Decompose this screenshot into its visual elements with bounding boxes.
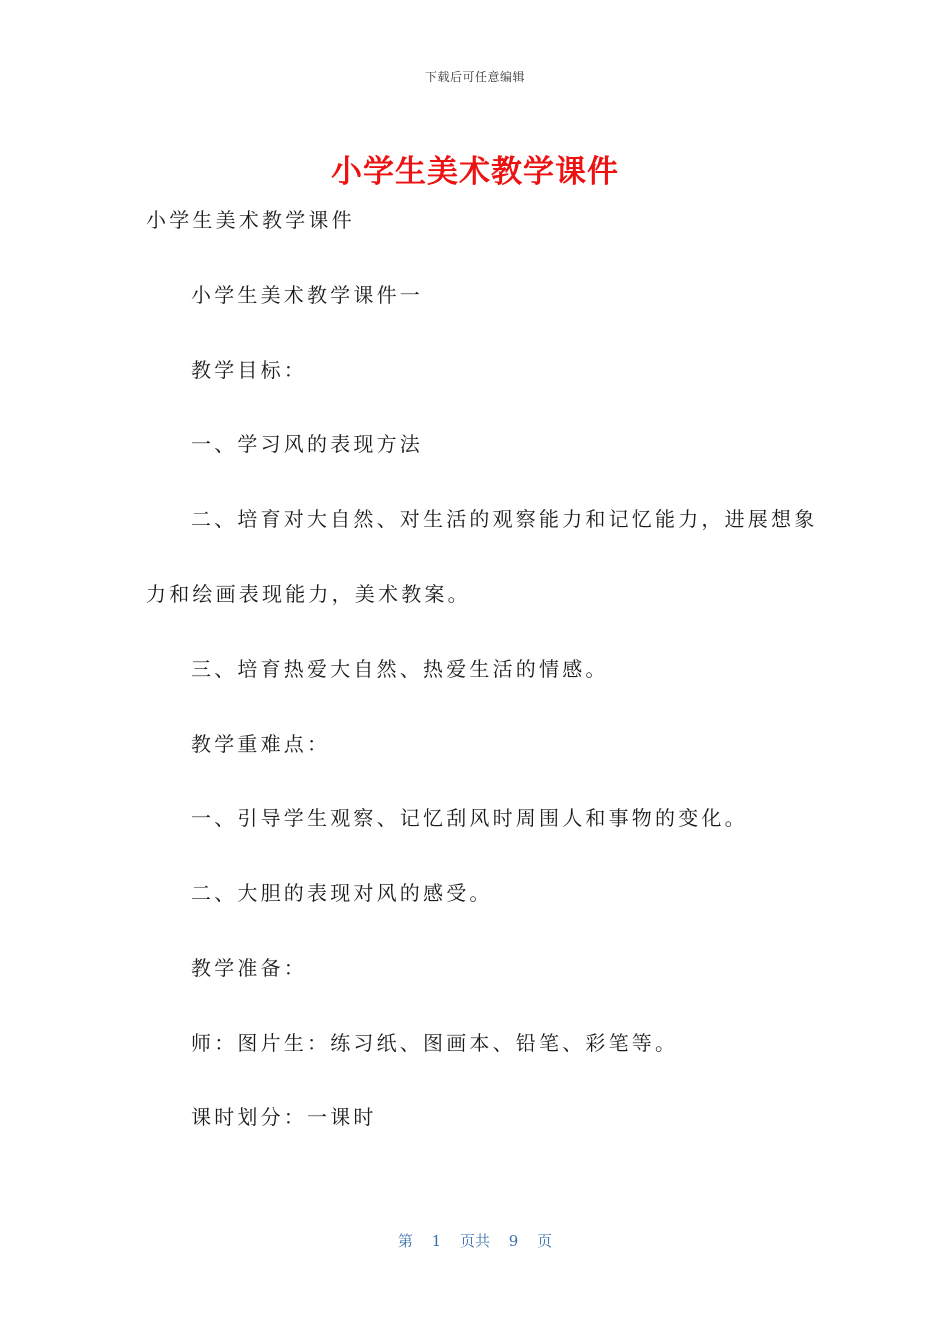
paragraph-class-hours: 课时划分：一课时 xyxy=(191,1105,377,1129)
paragraph-objectives-heading: 教学目标： xyxy=(191,358,307,382)
paragraph-objective-2: 二、培育对大自然、对生活的观察能力和记忆能力，进展想象 xyxy=(191,507,818,531)
paragraph-preparation-items: 师：图片生：练习纸、图画本、铅笔、彩笔等。 xyxy=(191,1031,679,1055)
paragraph-key-point-2: 二、大胆的表现对风的感受。 xyxy=(191,881,493,905)
paragraph-objective-2-continued: 力和绘画表现能力，美术教案。 xyxy=(146,582,471,606)
footer-page-suffix: 页 xyxy=(537,1232,553,1250)
paragraph-key-points-heading: 教学重难点： xyxy=(191,732,331,756)
header-note: 下载后可任意编辑 xyxy=(424,70,525,84)
paragraph-key-point-1: 一、引导学生观察、记忆刮风时周围人和事物的变化。 xyxy=(191,806,748,830)
paragraph-courseware-one: 小学生美术教学课件一 xyxy=(191,283,423,307)
paragraph-objective-3: 三、培育热爱大自然、热爱生活的情感。 xyxy=(191,657,609,681)
paragraph-objective-1: 一、学习风的表现方法 xyxy=(191,432,423,456)
footer-page-mid: 页共 xyxy=(459,1232,490,1250)
paragraph-intro: 小学生美术教学课件 xyxy=(146,208,355,232)
document-title: 小学生美术教学课件 xyxy=(331,154,619,190)
page-footer xyxy=(0,1230,950,1251)
footer-total-pages: 9 xyxy=(508,1232,519,1250)
paragraph-preparation-heading: 教学准备： xyxy=(191,956,307,980)
footer-page-number: 1 xyxy=(431,1232,442,1250)
footer-page-prefix: 第 xyxy=(397,1232,413,1250)
